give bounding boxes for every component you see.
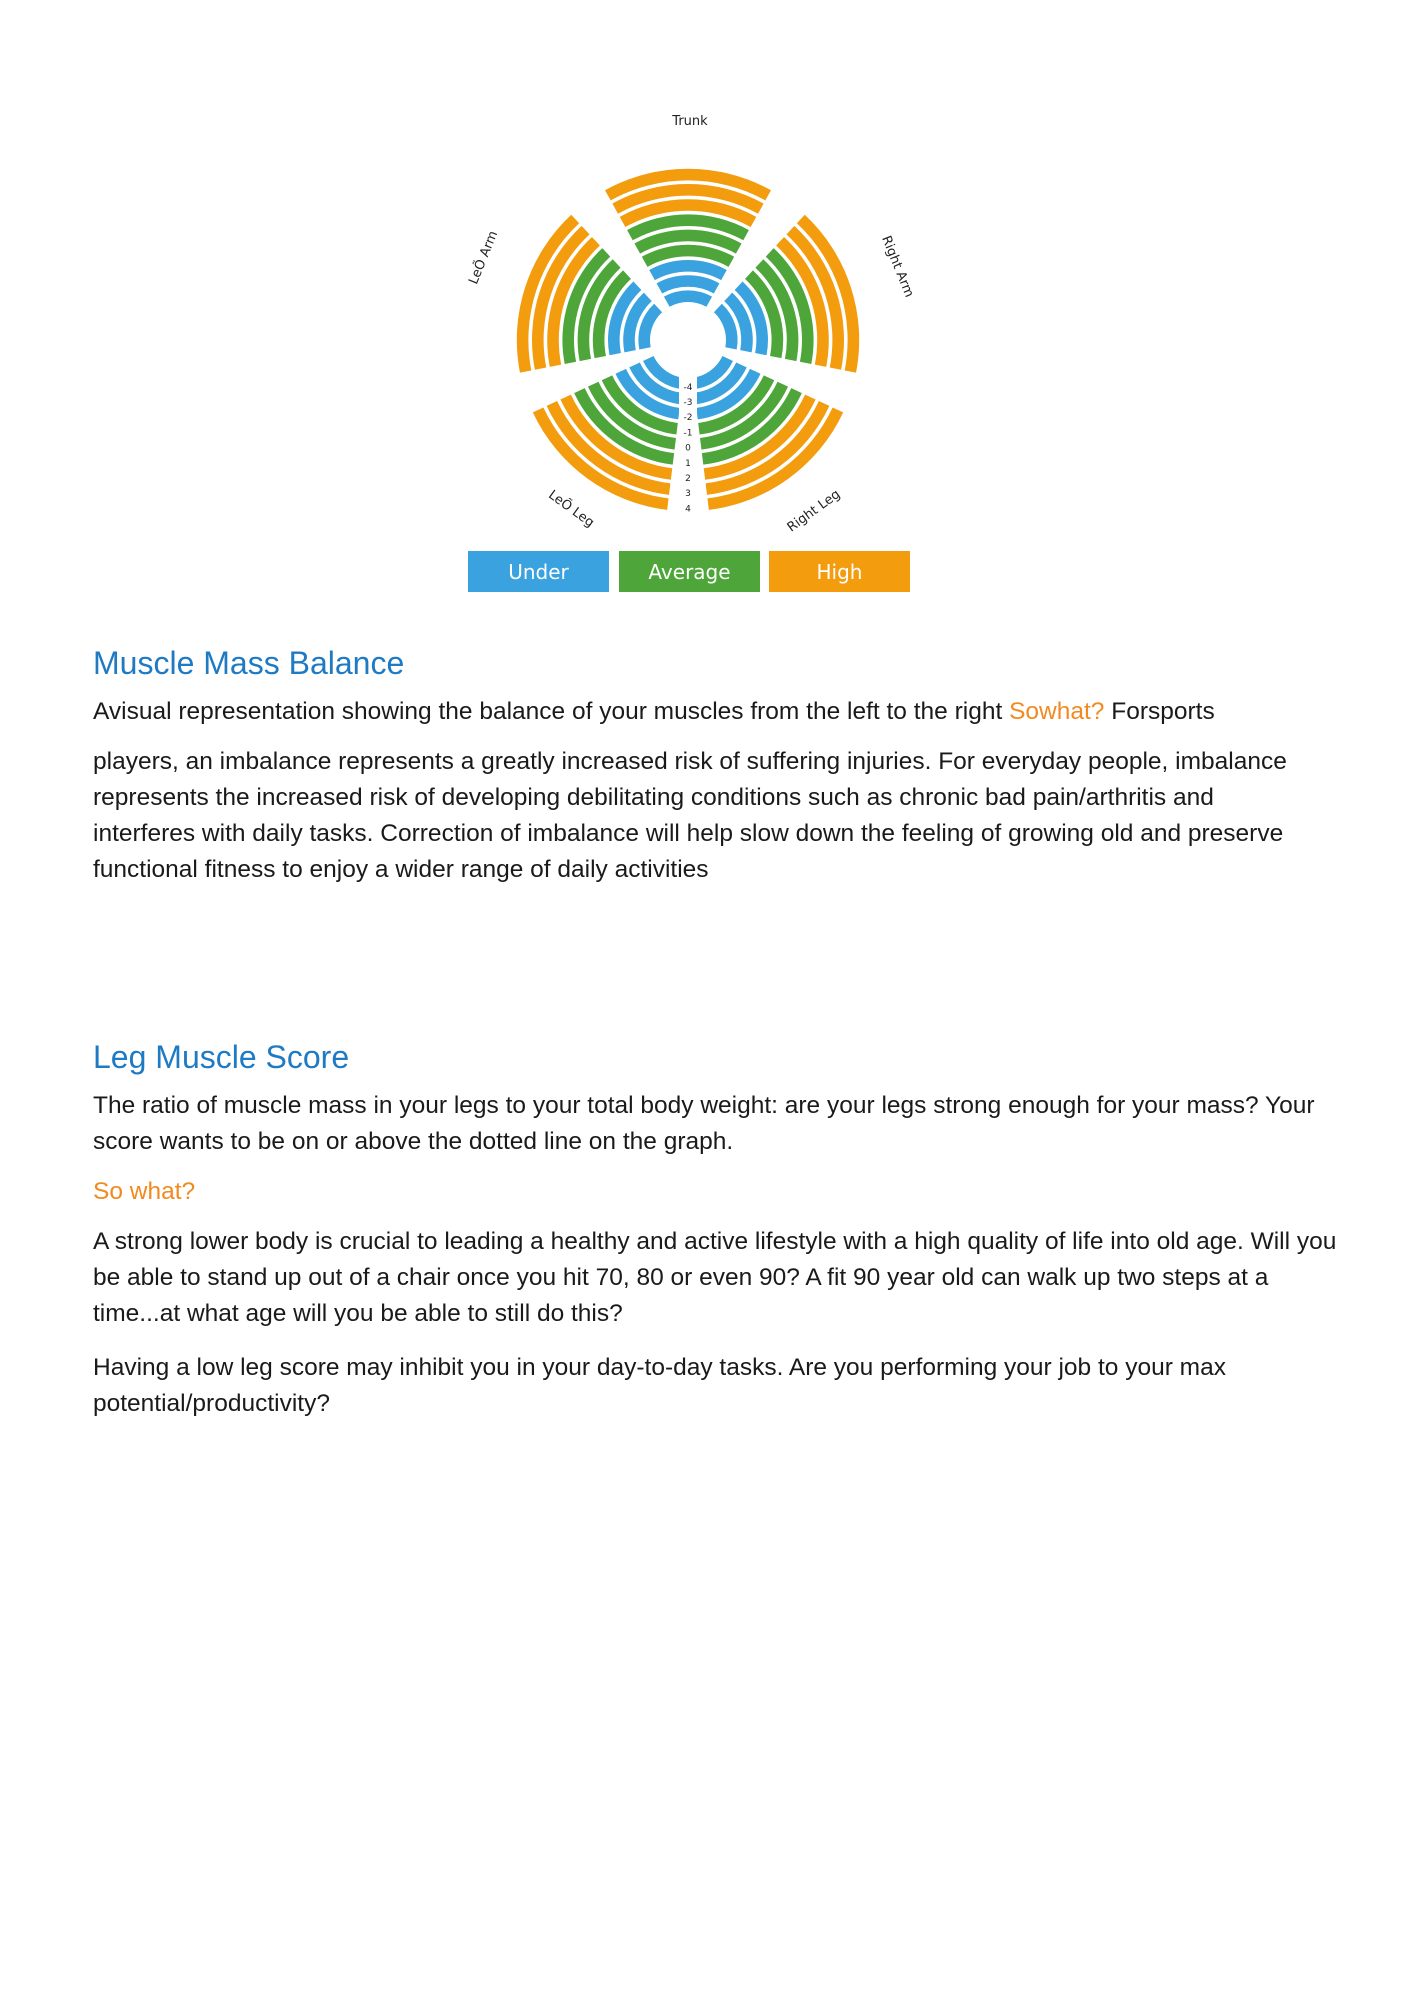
scale-tick: 4 [685,504,691,515]
scale-tick: 0 [685,443,691,454]
sector-trunk-ring-1 [664,290,712,306]
label-trunk: Trunk [672,114,708,129]
scale-tick: -1 [683,428,693,439]
scale-tick: -2 [683,413,693,424]
label-right-arm: Right Arm [878,233,917,300]
legend-high: High [769,551,910,592]
muscle-mass-body: players, an imbalance represents a greatly increased risk of suffering injuries. For everyday people, imbalance represents the increased risk of developing debilitating conditions such as chronic bad pain/arthritis and interferes with daily tasks. Correction of imbalance will help slow down the feeling of growing old and preserve functional fitness to enjoy a wider range of daily activities [93,748,1287,883]
label-right-leg: Right Leg [784,486,844,536]
label-left-arm: LeÕ Arm [466,228,502,287]
muscle-mass-so-what: Sowhat? [1009,698,1105,725]
diagram-sectors [517,169,859,525]
legend-under: Under [468,551,609,592]
leg-score-para2: Having a low leg score may inhibit you in your day-to-day tasks. Are you performing your job to your max potential/productivity? [93,1354,1226,1417]
scale-tick: 2 [685,474,691,484]
label-left-leg: LeÕ Leg [545,487,597,531]
leg-score-para1: A strong lower body is crucial to leading a healthy and active lifestyle with a high quality of life into old age. Will you be able to stand up out of a chair once you hit 70, 80 or even 90? A fit 90 year old can walk up two steps at a time...at what age will you be able to still do this? [93,1228,1337,1327]
muscle-mass-title: Muscle Mass Balance [93,645,405,681]
leg-score-so-what: So what? [93,1178,196,1205]
muscle-mass-intro-tail: Forsports [1104,698,1215,725]
scale-tick: -4 [683,382,693,393]
muscle-mass-intro [93,694,1343,730]
scale-tick: -3 [683,398,693,408]
leg-score-intro: The ratio of muscle mass in your legs to your total body weight: are your legs strong enough for your mass? Your score wants to be on or above the dotted line on the graph. [93,1092,1315,1155]
scale-tick: 3 [685,489,691,500]
leg-score-title: Leg Muscle Score [93,1039,350,1075]
muscle-balance-diagram [0,0,1414,620]
legend-average: Average [619,551,760,592]
scale-tick: 1 [685,458,691,469]
muscle-mass-intro-text: Avisual representation showing the balance of your muscles from the left to the right [93,698,1010,725]
